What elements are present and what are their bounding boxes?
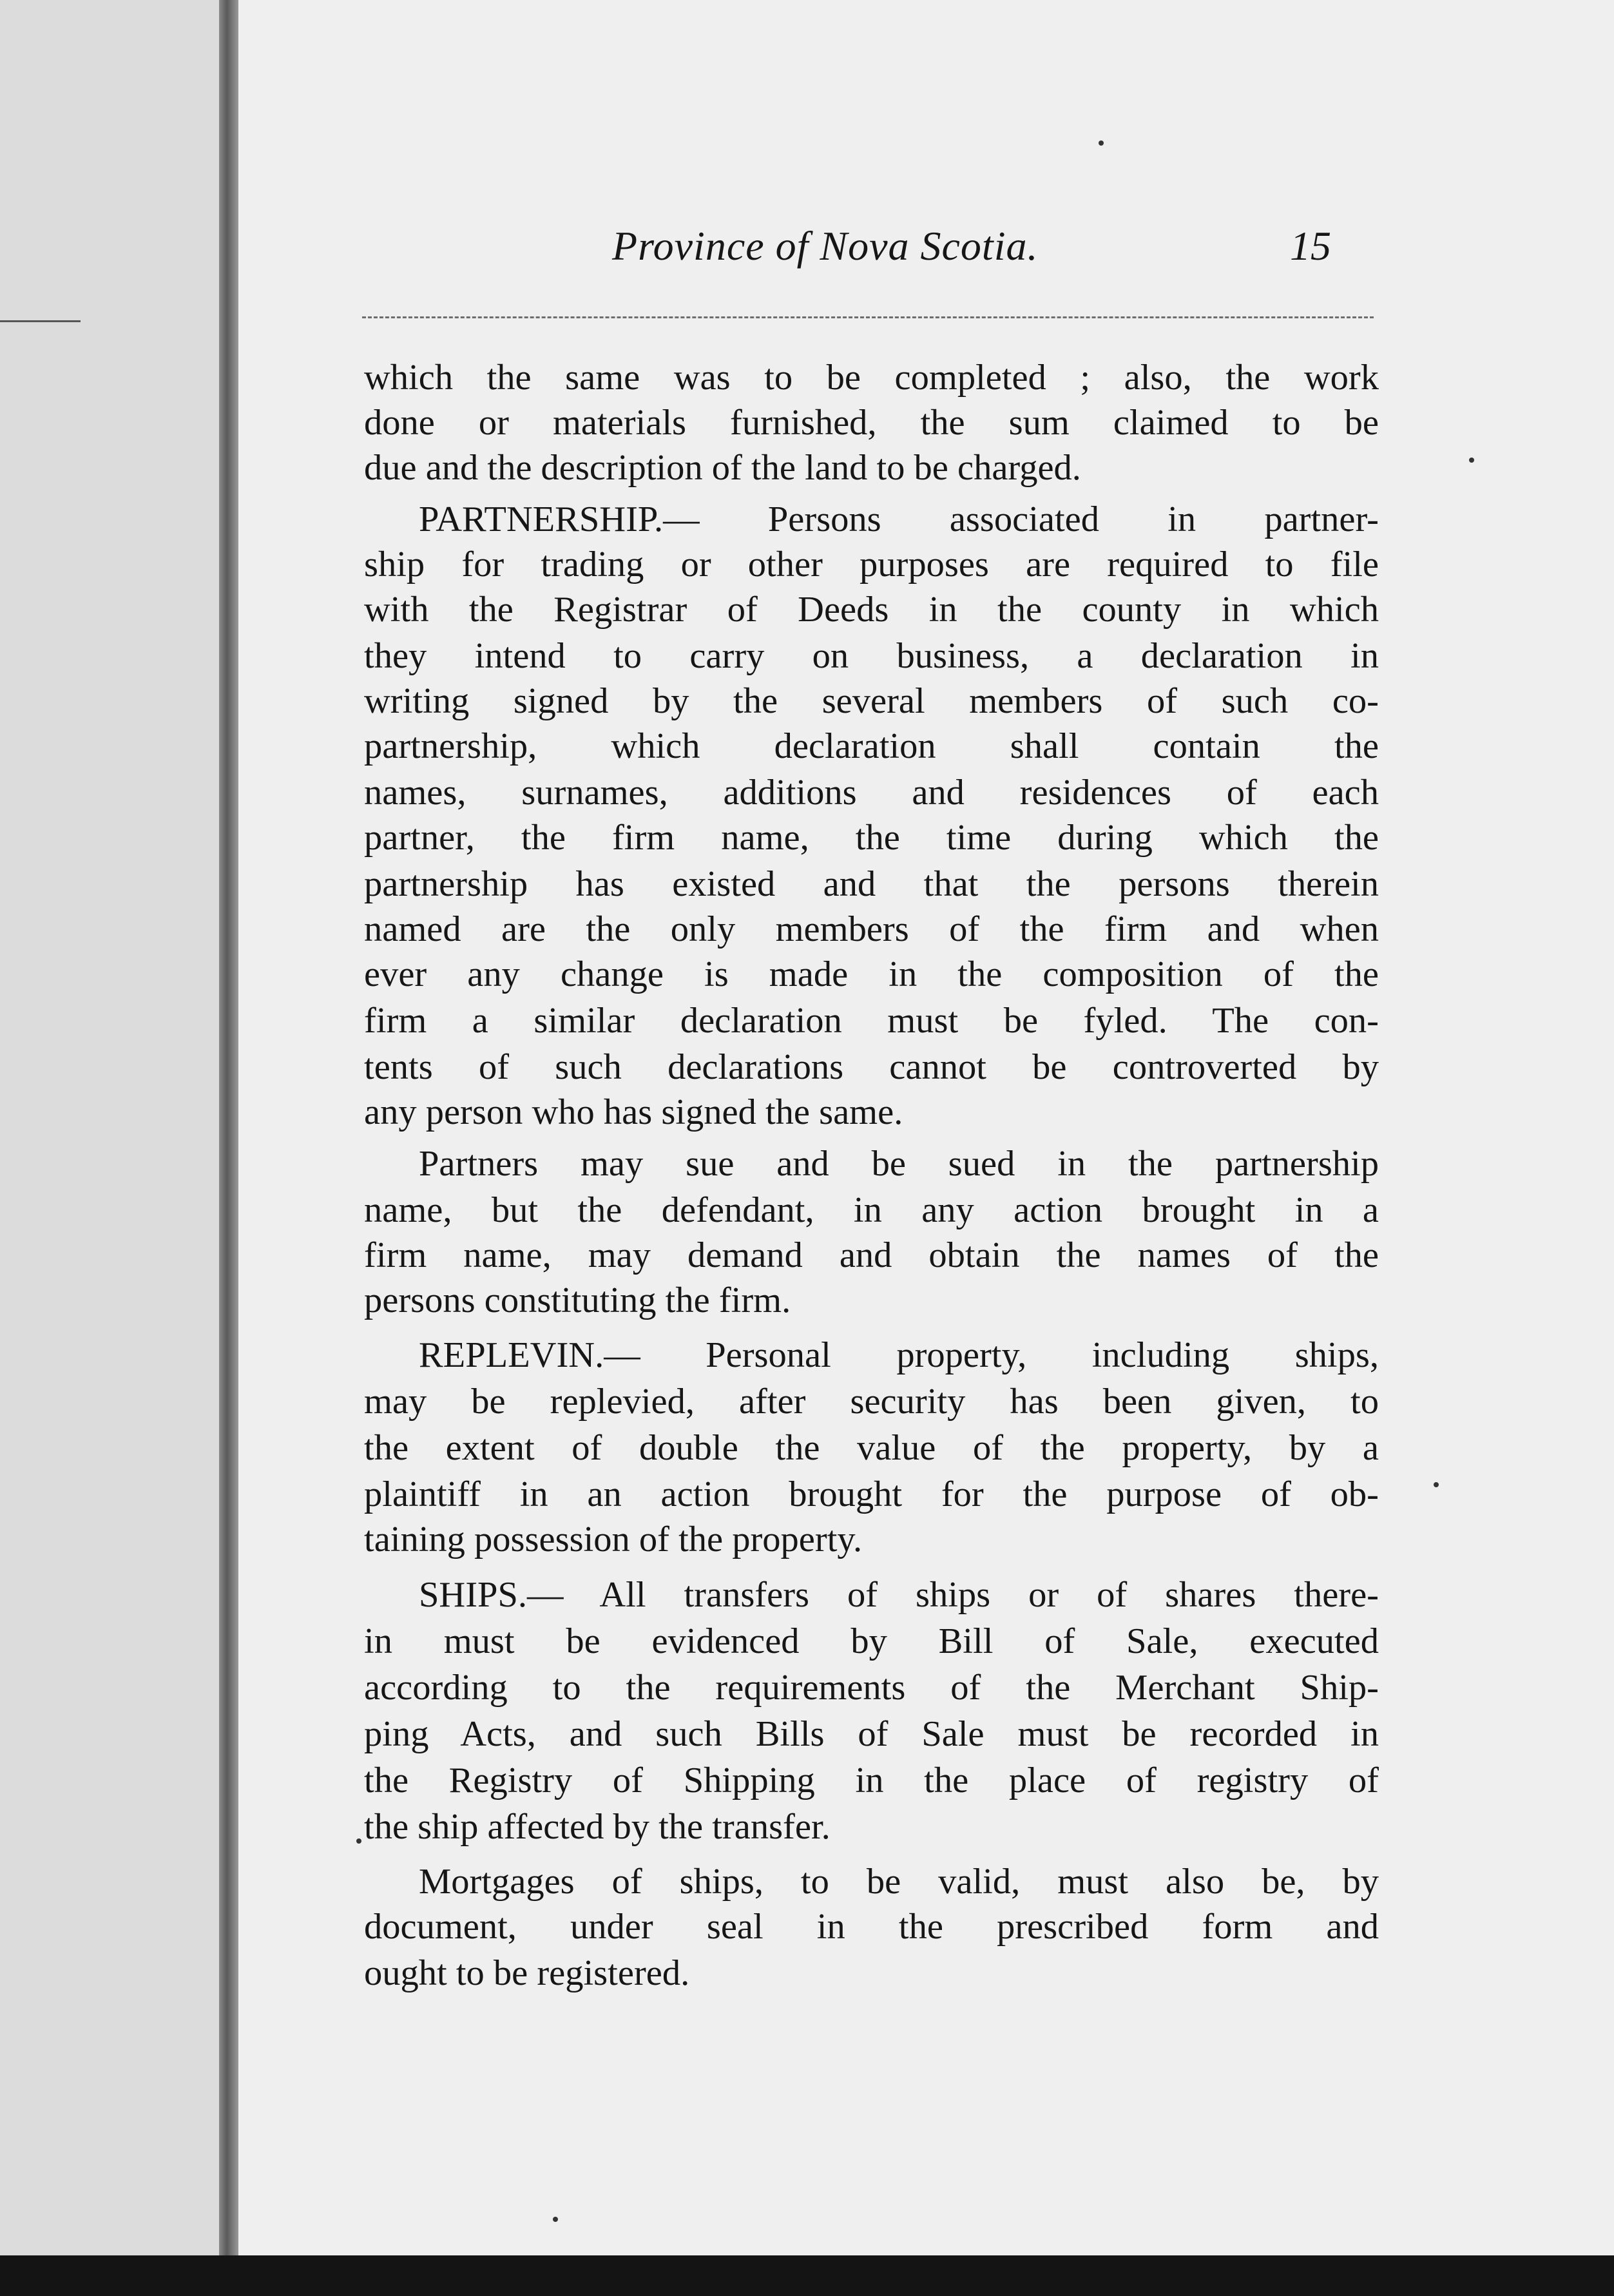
text-line: ping Acts, and such Bills of Sale must be recorded in xyxy=(364,1714,1379,1754)
text-line: with the Registrar of Deeds in the county in which xyxy=(364,590,1379,630)
speck xyxy=(356,1838,361,1844)
text-line: due and the description of the land to be charged. xyxy=(364,448,1081,488)
text-line: ever any change is made in the composition of the xyxy=(364,954,1379,994)
text-line: REPLEVIN.— Personal property, including ships, xyxy=(419,1335,1379,1375)
text-line: plaintiff in an action brought for the purpose of ob- xyxy=(364,1474,1379,1514)
text-line: according to the requirements of the Merchant Ship- xyxy=(364,1668,1379,1708)
text-line: firm a similar declaration must be fyled. The con- xyxy=(364,1001,1379,1041)
speck xyxy=(1099,140,1104,146)
text-line: partnership has existed and that the persons therein xyxy=(364,864,1379,904)
text-line: taining possession of the property. xyxy=(364,1519,863,1559)
text-line: the extent of double the value of the property, by a xyxy=(364,1428,1379,1468)
speck xyxy=(1469,458,1474,463)
text-line: SHIPS.— All transfers of ships or of shares there- xyxy=(419,1575,1379,1615)
text-line: the ship affected by the transfer. xyxy=(364,1807,831,1847)
text-line: ship for trading or other purposes are required to file xyxy=(364,545,1379,584)
text-line: firm name, may demand and obtain the names of the xyxy=(364,1235,1379,1275)
text-line: done or materials furnished, the sum claimed to be xyxy=(364,403,1379,443)
text-line: writing signed by the several members of such co- xyxy=(364,681,1379,721)
text-line: partnership, which declaration shall contain the xyxy=(364,726,1379,766)
speck xyxy=(1434,1482,1439,1487)
text-line: the Registry of Shipping in the place of registry of xyxy=(364,1761,1379,1800)
text-line: Partners may sue and be sued in the partnership xyxy=(419,1144,1379,1184)
page-number: 15 xyxy=(1290,223,1331,269)
left-page-remnant xyxy=(0,0,219,2262)
text-line: which the same was to be completed ; also, the work xyxy=(364,358,1379,398)
text-line: ought to be registered. xyxy=(364,1953,690,1993)
text-line: in must be evidenced by Bill of Sale, executed xyxy=(364,1621,1379,1661)
text-line: document, under seal in the prescribed form and xyxy=(364,1907,1379,1947)
running-head: Province of Nova Scotia. xyxy=(612,223,1039,269)
text-line: they intend to carry on business, a declaration in xyxy=(364,636,1379,676)
text-line: names, surnames, additions and residences of each xyxy=(364,773,1379,813)
text-line: named are the only members of the firm and when xyxy=(364,909,1379,949)
text-line: partner, the firm name, the time during which the xyxy=(364,818,1379,858)
text-line: any person who has signed the same. xyxy=(364,1092,903,1132)
book-binding-gutter xyxy=(219,0,238,2262)
text-line: may be replevied, after security has been given, to xyxy=(364,1382,1379,1422)
text-line: tents of such declarations cannot be controverted by xyxy=(364,1047,1379,1087)
text-line: PARTNERSHIP.— Persons associated in partner- xyxy=(419,499,1379,539)
text-line: persons constituting the firm. xyxy=(364,1280,791,1320)
text-line: name, but the defendant, in any action brought in a xyxy=(364,1190,1379,1230)
header-rule xyxy=(362,316,1374,318)
left-page-rule xyxy=(0,320,81,322)
text-line: Mortgages of ships, to be valid, must also be, by xyxy=(419,1862,1379,1902)
scan-bottom-edge xyxy=(0,2255,1614,2296)
speck xyxy=(553,2217,558,2222)
